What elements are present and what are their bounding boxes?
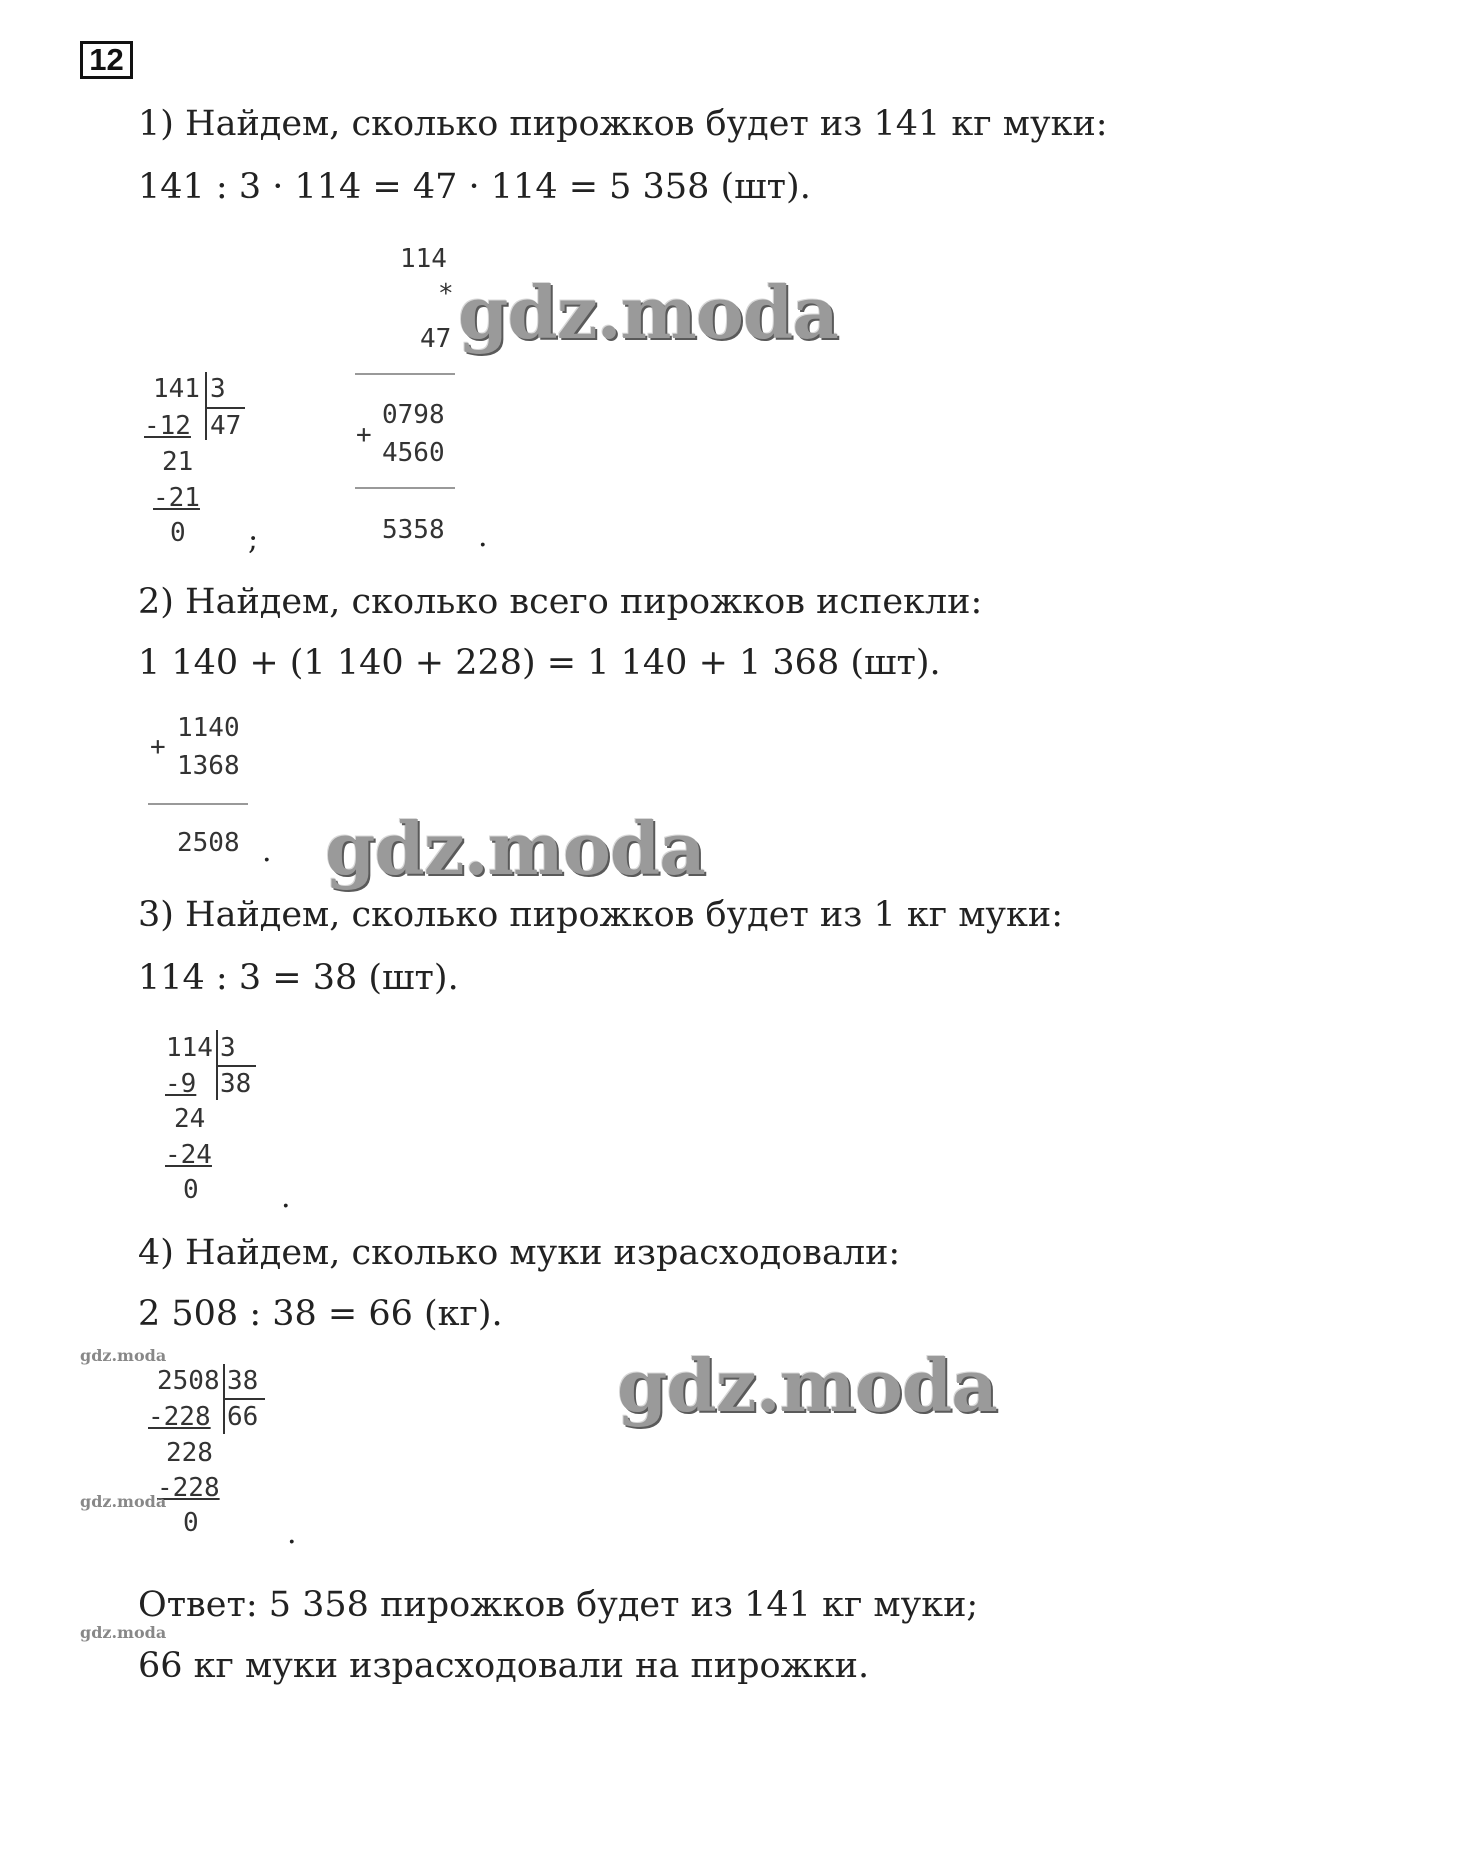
mult-line [355, 487, 455, 489]
division-dividend: 2508 [157, 1366, 220, 1396]
division-line [205, 407, 245, 409]
step4-equation: 2 508 : 38 = 66 (кг). [138, 1294, 503, 1334]
division-row: -24 [165, 1140, 212, 1170]
division-line [216, 1065, 256, 1067]
add-term: 1368 [177, 751, 240, 781]
step4-heading: 4) Найдем, сколько муки израсходовали: [138, 1233, 901, 1273]
division-row: -9 [165, 1069, 197, 1099]
division-end-mark: ; [248, 522, 259, 557]
division-end-mark: . [287, 1516, 297, 1551]
watermark-logo: gdz.moda [458, 270, 838, 355]
division-divisor: 3 [220, 1033, 236, 1063]
answer-line-2: 66 кг муки израсходовали на пирожки. [138, 1646, 870, 1686]
watermark-small: gdz.moda [80, 1346, 167, 1365]
answer-line-1: Ответ: 5 358 пирожков будет из 141 кг муки; [138, 1585, 979, 1625]
step1-equation: 141 : 3 · 114 = 47 · 114 = 5 358 (шт). [138, 167, 811, 207]
division-remainder: 0 [183, 1175, 199, 1205]
mult-factor: 47 [420, 324, 452, 354]
add-end-mark: . [262, 834, 272, 869]
division-remainder: 0 [170, 518, 186, 548]
mult-factor: 114 [400, 244, 447, 274]
division-dividend: 114 [166, 1033, 213, 1063]
add-plus: + [150, 732, 166, 762]
mult-partial: 0798 [382, 400, 445, 430]
mult-partial: 4560 [382, 438, 445, 468]
division-row: 24 [174, 1104, 206, 1134]
mult-plus: + [356, 420, 372, 450]
division-divisor: 38 [227, 1366, 259, 1396]
division-row: 21 [162, 447, 194, 477]
mult-result: 5358 [382, 515, 445, 545]
step2-equation: 1 140 + (1 140 + 228) = 1 140 + 1 368 (шт). [138, 643, 941, 683]
add-line [148, 803, 248, 805]
division-end-mark: . [281, 1180, 291, 1215]
division-divisor: 3 [210, 374, 226, 404]
mult-end-mark: . [478, 519, 488, 554]
division-row: 228 [166, 1438, 213, 1468]
add-term: 1140 [177, 713, 240, 743]
division-quotient: 66 [227, 1402, 259, 1432]
division-row: -228 [157, 1473, 220, 1503]
division-remainder: 0 [183, 1508, 199, 1538]
step3-equation: 114 : 3 = 38 (шт). [138, 958, 459, 998]
watermark-logo: gdz.moda [617, 1343, 997, 1428]
mult-operator: * [438, 279, 454, 309]
task-number-badge: 12 [80, 41, 133, 79]
division-quotient: 47 [210, 411, 242, 441]
division-line [223, 1398, 265, 1400]
mult-line [355, 373, 455, 375]
step1-heading: 1) Найдем, сколько пирожков будет из 141 кг муки: [138, 104, 1108, 144]
watermark-small: gdz.moda [80, 1492, 167, 1511]
division-quotient: 38 [220, 1069, 252, 1099]
division-dividend: 141 [153, 374, 200, 404]
division-row: -228 [148, 1402, 211, 1432]
watermark-small: gdz.moda [80, 1623, 167, 1642]
division-row: -12 [144, 411, 191, 441]
division-bar [205, 372, 207, 440]
add-result: 2508 [177, 828, 240, 858]
division-row: -21 [153, 483, 200, 513]
watermark-logo: gdz.moda [325, 806, 705, 891]
step3-heading: 3) Найдем, сколько пирожков будет из 1 кг муки: [138, 895, 1064, 935]
step2-heading: 2) Найдем, сколько всего пирожков испекли: [138, 582, 983, 622]
